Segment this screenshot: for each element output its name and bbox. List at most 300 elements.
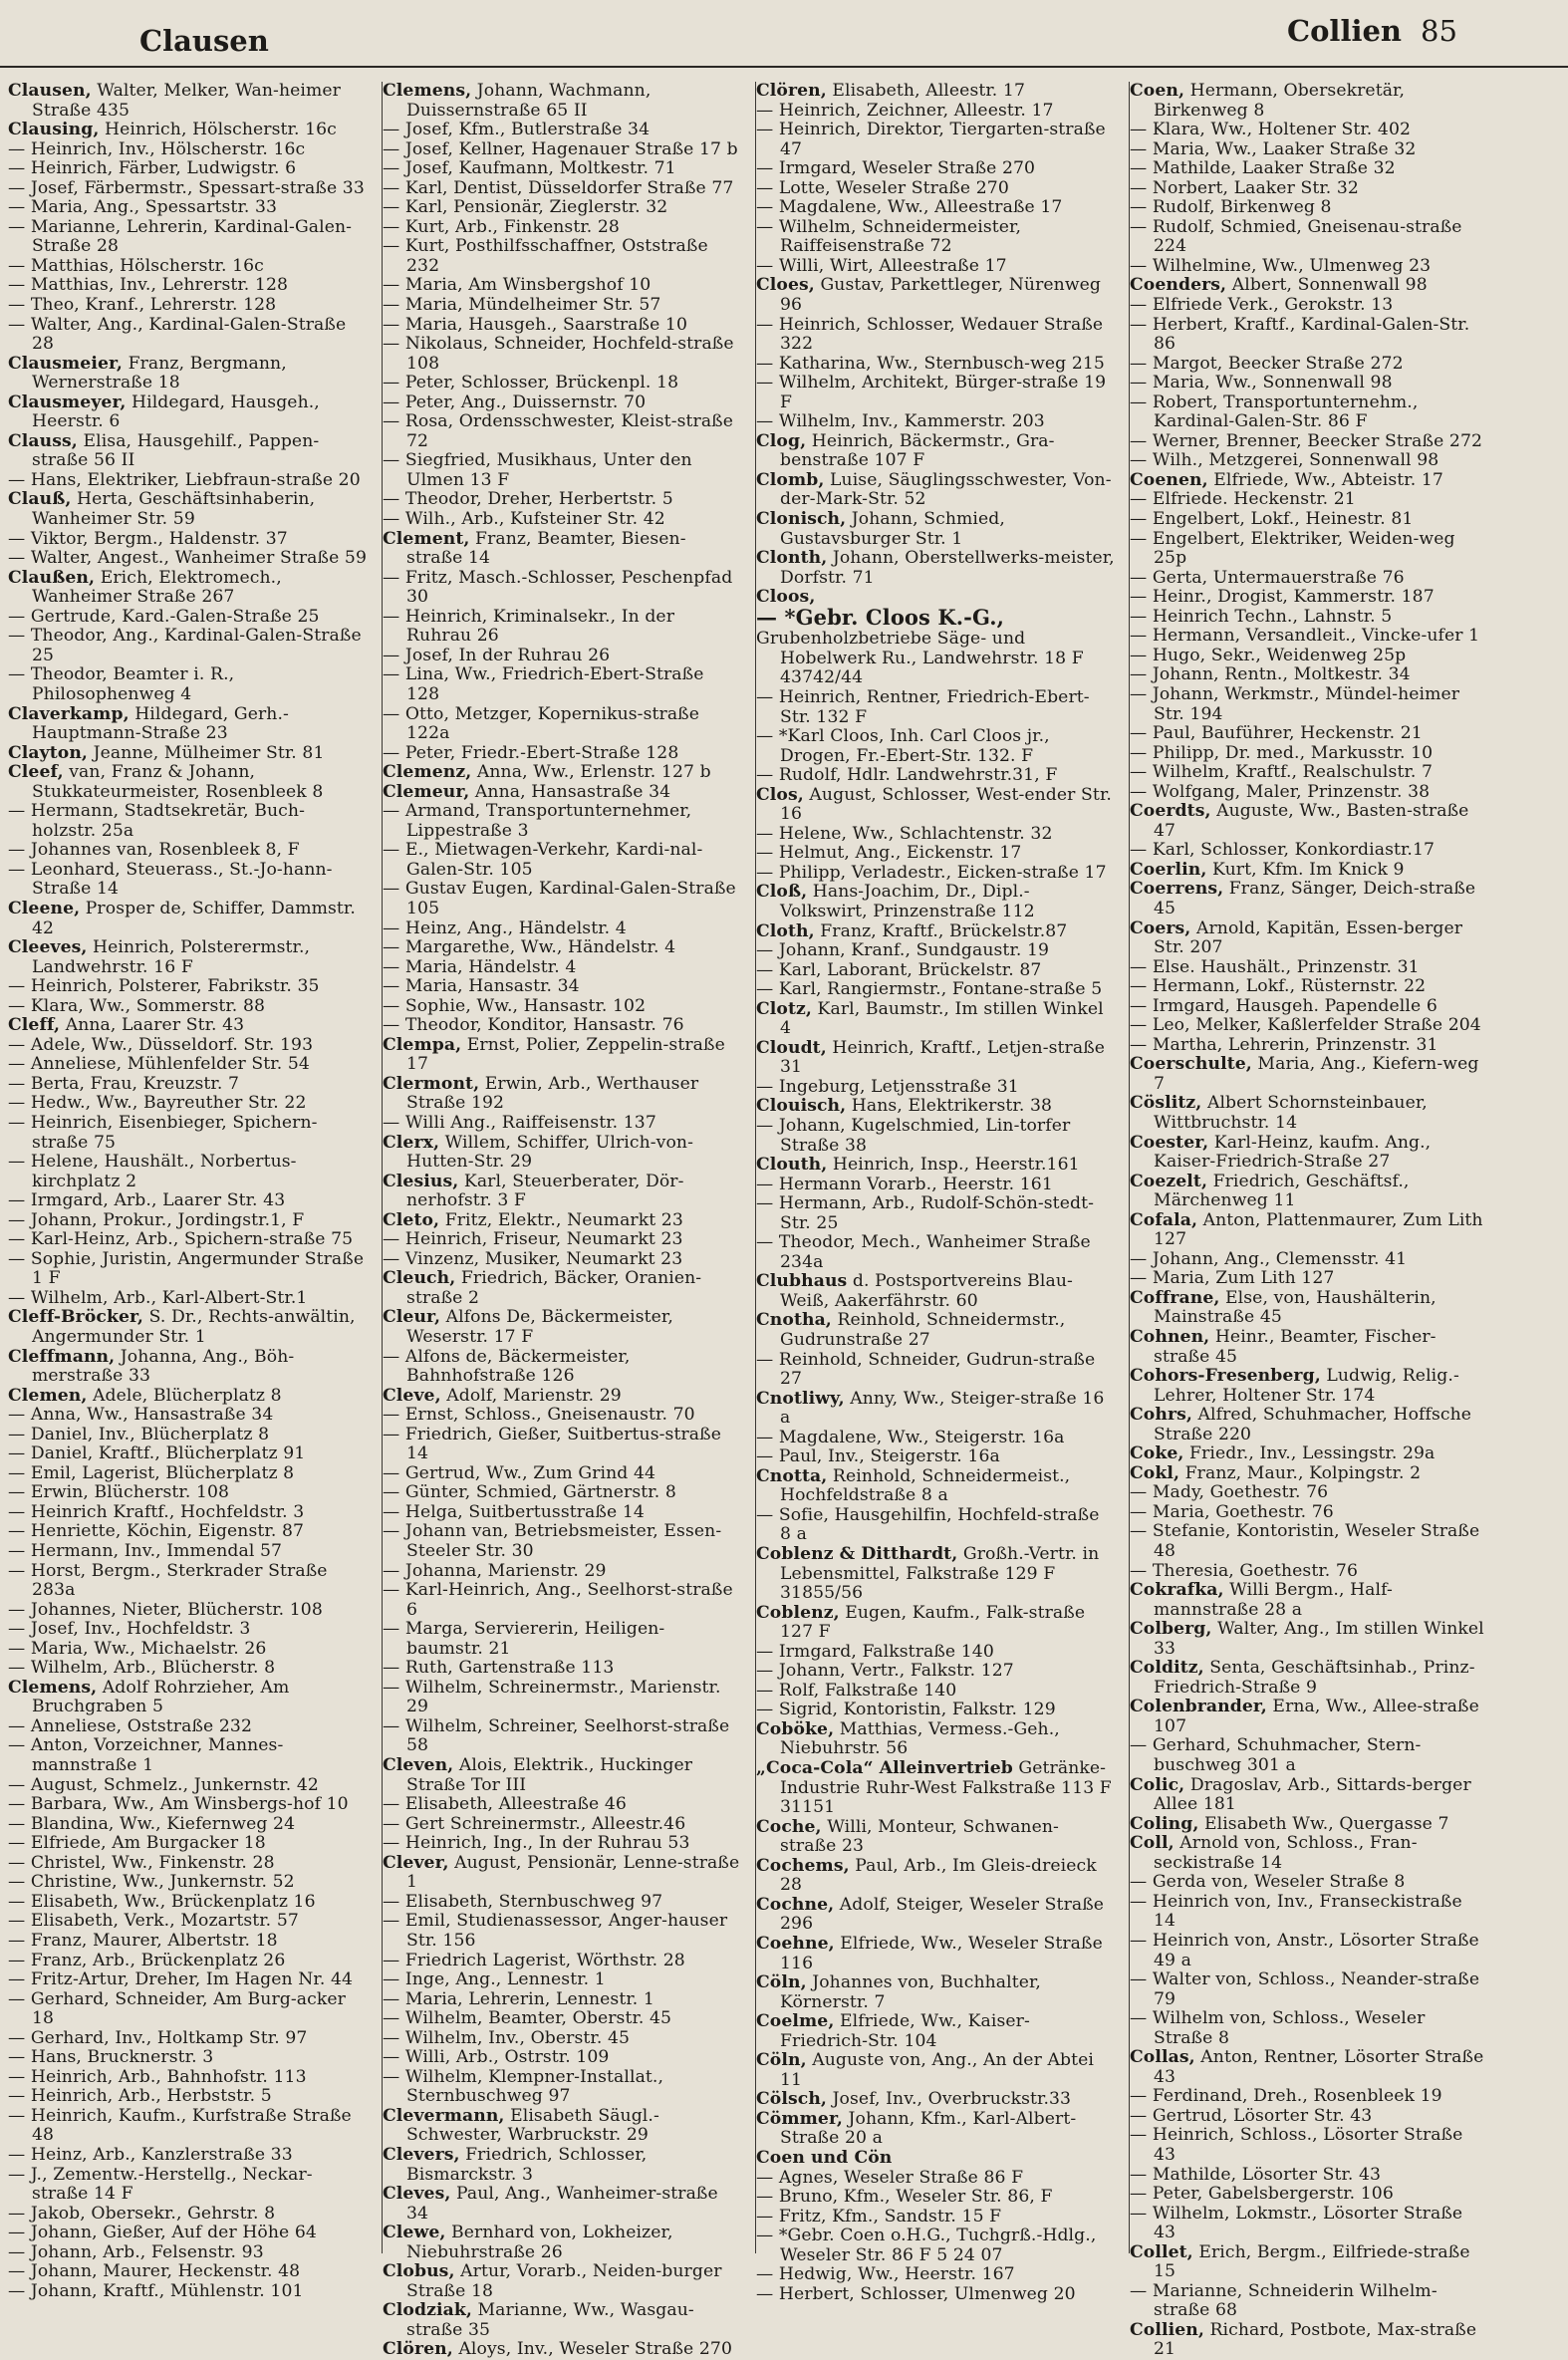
entry-details: — Maria, Goethestr. 76: [1130, 1501, 1334, 1522]
directory-entry: [756, 2188, 1115, 2208]
directory-entry: [8, 1483, 367, 1503]
entry-details: Auguste von, Ang., An der Abtei 11: [780, 2050, 1094, 2090]
directory-entry: [8, 276, 367, 296]
entry-details: Grubenholzbetriebe Säge- und Hobelwerk Ru., Landwehrstr. 18 F 43742/44: [756, 629, 1084, 688]
directory-entry: [8, 471, 367, 491]
entry-details: Fritz, Elektr., Neumarkt 23: [439, 1209, 683, 1230]
entry-surname: Coester,: [1130, 1132, 1209, 1153]
directory-entry: [1130, 296, 1488, 316]
directory-entry: [383, 1581, 741, 1620]
entry-details: — Irmgard, Falkstraße 140: [756, 1641, 994, 1662]
entry-details: — Gertrud, Ww., Zum Grind 44: [383, 1462, 656, 1483]
entry-details: Franz, Sänger, Deich-straße 45: [1154, 879, 1476, 918]
entry-details: — Reinhold, Schneider, Gudrun-straße 27: [756, 1349, 1096, 1390]
entry-details: Heinr., Beamter, Fischer-straße 45: [1154, 1327, 1437, 1367]
directory-entry: [1130, 374, 1488, 393]
entry-details: Walter, Melker, Wan-heimer Straße 435: [32, 81, 341, 121]
entry-details: — Viktor, Bergm., Haldenstr. 37: [8, 528, 288, 549]
entry-details: — Kurt, Posthilfsschaffner, Oststraße 232: [383, 236, 708, 276]
entry-details: — Nikolaus, Schneider, Hochfeld-straße 108: [383, 334, 734, 374]
entry-details: — Herbert, Kraftf., Kardinal-Galen-Str. 86: [1130, 314, 1470, 355]
entry-details: — Armand, Transportunternehmer, Lippestraße 3: [383, 801, 692, 841]
entry-details: — Paul, Bauführer, Heckenstr. 21: [1130, 723, 1423, 744]
entry-surname: Claverkamp,: [8, 703, 130, 724]
entry-details: — Erwin, Blücherstr. 108: [8, 1482, 230, 1503]
entry-surname: Clewe,: [383, 2223, 446, 2243]
entry-details: — Herbert, Schlosser, Ulmenweg 20: [756, 2283, 1076, 2304]
entry-details: Albert Schornsteinbauer, Wittbruchstr. 14: [1154, 1093, 1428, 1133]
entry-details: — Hedw., Ww., Bayreuther Str. 22: [8, 1093, 307, 1114]
entry-surname: Clonisch,: [756, 509, 847, 530]
directory-entry: [1130, 1620, 1488, 1659]
directory-entry: [383, 802, 741, 841]
directory-entry: [756, 786, 1115, 825]
directory-entry: [8, 2048, 367, 2068]
directory-entry: [8, 257, 367, 277]
directory-entry: [1130, 276, 1488, 296]
directory-entry: [1130, 958, 1488, 978]
directory-entry: [8, 900, 367, 938]
directory-entry: [8, 1444, 367, 1464]
directory-entry: [8, 2087, 367, 2107]
directory-entry: [383, 316, 741, 336]
directory-entry: [756, 2227, 1115, 2265]
entry-details: — Else. Haushält., Prinzenstr. 31: [1130, 956, 1420, 977]
entry-details: — Peter, Schlosser, Brückenpl. 18: [383, 373, 679, 393]
entry-details: — Rudolf, Schmied, Gneisenau-straße 224: [1130, 216, 1462, 257]
entry-surname: Cleves,: [383, 2184, 451, 2205]
directory-entry: [8, 1114, 367, 1153]
entry-details: — Siegfried, Musikhaus, Unter den Ulmen 13 F: [383, 450, 692, 490]
entry-details: — Sigrid, Kontoristin, Falkstr. 129: [756, 1700, 1056, 1720]
entry-details: — Walter, Ang., Kardinal-Galen-Straße 28: [8, 314, 347, 355]
entry-details: — Heinrich, Polsterer, Fabrikstr. 35: [8, 976, 320, 997]
directory-entry: [383, 2301, 741, 2340]
directory-entry: [756, 1643, 1115, 1663]
column-4: [1129, 81, 1488, 2360]
entry-surname: Cölsch,: [756, 2089, 827, 2110]
directory-entry: [1130, 1736, 1488, 1775]
directory-entry: [383, 958, 741, 978]
entry-details: — Wilhelm, Beamter, Oberstr. 45: [383, 2008, 672, 2029]
directory-entry: [756, 412, 1115, 432]
directory-entry: [8, 1854, 367, 1874]
entry-details: — Elisabeth, Verk., Mozartstr. 57: [8, 1911, 299, 1932]
entry-surname: Clausmeyer,: [8, 392, 127, 412]
entry-details: Prosper de, Schiffer, Dammstr. 42: [32, 898, 356, 938]
entry-details: — Wilhelm, Lokmstr., Lösorter Straße 43: [1130, 2203, 1463, 2243]
entry-details: Willi, Monteur, Schwanen-straße 23: [780, 1816, 1059, 1857]
directory-entry: [8, 1736, 367, 1775]
entry-details: Elisa, Hausgehilf., Pappen-straße 56 II: [32, 430, 320, 471]
entry-details: — Karl, Dentist, Düsseldorfer Straße 77: [383, 177, 734, 198]
directory-entry: [383, 783, 741, 803]
entry-surname: Clerx,: [383, 1132, 440, 1153]
entry-surname: Cleven,: [383, 1755, 454, 1776]
entry-details: — Stefanie, Kontoristin, Weseler Straße 48: [1130, 1521, 1480, 1562]
entry-details: — Gert Schreinermstr., Alleestr.46: [383, 1813, 686, 1834]
directory-entry: [383, 2146, 741, 2185]
entry-details: Hildegard, Hausgeh., Heerstr. 6: [32, 392, 320, 432]
entry-details: — Heinz, Ang., Händelstr. 4: [383, 918, 627, 938]
entry-surname: Clomb,: [756, 469, 825, 490]
directory-entry: [756, 1117, 1115, 1156]
page-number: 85: [1421, 14, 1457, 48]
directory-entry: [8, 1289, 367, 1309]
entry-details: Johannes von, Buchhalter, Körnerstr. 7: [780, 1972, 1041, 2012]
directory-entry: [8, 1211, 367, 1231]
entry-details: — Helene, Ww., Schlachtenstr. 32: [756, 823, 1053, 844]
entry-details: — Walter von, Schloss., Neander-straße 79: [1130, 1969, 1480, 2009]
directory-entry: [8, 2262, 367, 2282]
entry-details: — Wilhelm, Arb., Blücherstr. 8: [8, 1658, 276, 1679]
entry-details: — Fritz, Kfm., Sandstr. 15 F: [756, 2206, 1002, 2227]
directory-entry: [756, 2051, 1115, 2090]
entry-details: — Hermann, Arb., Rudolf-Schön-stedt-Str. 25: [756, 1193, 1094, 1233]
directory-entry: [383, 335, 741, 374]
entry-details: — Rolf, Falkstraße 140: [756, 1680, 957, 1701]
entry-details: Karl, Steuerberater, Dör-nerhofstr. 3 F: [406, 1171, 684, 1211]
directory-entry: [756, 1039, 1115, 1078]
entry-details: — Hans, Elektriker, Liebfraun-straße 20: [8, 469, 361, 490]
directory-entry: [8, 1679, 367, 1717]
directory-entry: [1130, 1873, 1488, 1893]
directory-entry: [383, 1134, 741, 1173]
entry-details: — Rudolf, Hdlr. Landwehrstr.31, F: [756, 765, 1058, 786]
column-2: [382, 81, 741, 2360]
entry-details: — Maria, Händelstr. 4: [383, 956, 577, 977]
entry-details: — Daniel, Kraftf., Blücherplatz 91: [8, 1443, 306, 1464]
directory-entry: [1130, 121, 1488, 140]
entry-details: Alfred, Schuhmacher, Hoffsche Straße 220: [1154, 1405, 1472, 1444]
directory-entry: [1130, 82, 1488, 121]
entry-surname: Clubhaus: [756, 1271, 848, 1292]
entry-details: — Wilh., Arb., Kufsteiner Str. 42: [383, 509, 665, 530]
directory-entry: [383, 1834, 741, 1854]
directory-entry: [8, 1952, 367, 1971]
directory-entry: [756, 1818, 1115, 1857]
entry-details: — Heinrich, Rentner, Friedrich-Ebert-Str. 132 F: [756, 686, 1090, 727]
entry-details: — J., Zementw.-Herstellg., Neckar-straße 14 F: [8, 2164, 313, 2205]
directory-entry: [756, 604, 1115, 631]
entry-details: — Willi, Arb., Ostrstr. 109: [383, 2047, 610, 2068]
entry-details: — Karl, Laborant, Brückelstr. 87: [756, 959, 1042, 980]
directory-entry: [8, 1153, 367, 1191]
directory-entry: [8, 705, 367, 744]
entry-surname: Coenen,: [1130, 469, 1208, 490]
directory-entry: [1130, 1406, 1488, 1444]
directory-entry: [1130, 1367, 1488, 1406]
directory-entry: [756, 1896, 1115, 1935]
entry-details: — Wilhelm, Inv., Kammerstr. 203: [756, 411, 1045, 432]
entry-details: — Johann, Gießer, Auf der Höhe 64: [8, 2223, 317, 2243]
directory-entry: [8, 1406, 367, 1426]
entry-surname: Cleto,: [383, 1209, 440, 1230]
directory-entry: [1130, 841, 1488, 861]
directory-entry: [383, 198, 741, 218]
entry-details: Friedrich, Geschäftsf., Märchenweg 11: [1154, 1171, 1410, 1211]
entry-details: — Wilh., Metzgerei, Sonnenwall 98: [1130, 450, 1439, 471]
entry-details: — Theodor, Konditor, Hansastr. 76: [383, 1015, 684, 1036]
entry-details: Bernhard von, Lokheizer, Niebuhrstraße 26: [406, 2223, 673, 2262]
entry-details: — Friedrich, Gießer, Suitbertus-straße 14: [383, 1424, 721, 1464]
entry-details: — Heinrich Kraftf., Hochfeldstr. 3: [8, 1501, 305, 1522]
entry-surname: Coll,: [1130, 1833, 1175, 1854]
entry-details: — Ernst, Schloss., Gneisenaustr. 70: [383, 1405, 695, 1426]
directory-entry: [1130, 530, 1488, 569]
directory-entry: [383, 744, 741, 764]
directory-entry: [756, 1429, 1115, 1448]
entry-surname: Cleff,: [8, 1015, 61, 1036]
entry-surname: Clonth,: [756, 548, 828, 569]
directory-entry: [1130, 1522, 1488, 1561]
entry-details: — Wolfgang, Maler, Prinzenstr. 38: [1130, 781, 1431, 802]
entry-details: — Kurt, Arb., Finkenstr. 28: [383, 216, 620, 237]
entry-details: — Wilhelm, Architekt, Bürger-straße 19 F: [756, 373, 1107, 412]
entry-details: Dragoslav, Arb., Sittards-berger Allee 181: [1154, 1774, 1471, 1815]
entry-surname: Colberg,: [1130, 1619, 1212, 1640]
entry-details: — Irmgard, Weseler Straße 270: [756, 158, 1036, 179]
entry-details: — Helmut, Ang., Eickenstr. 17: [756, 843, 1022, 864]
directory-entry: [383, 237, 741, 276]
directory-entry: [8, 1873, 367, 1893]
entry-details: — Franz, Maurer, Albertstr. 18: [8, 1930, 278, 1951]
directory-entry: [383, 569, 741, 608]
directory-entry: [756, 374, 1115, 412]
directory-entry: [8, 1094, 367, 1114]
entry-details: — Heinrich, Schloss., Lösorter Straße 43: [1130, 2125, 1463, 2165]
directory-columns: [8, 81, 1484, 2360]
entry-surname: Collas,: [1130, 2047, 1195, 2068]
entry-details: — Henriette, Köchin, Eigenstr. 87: [8, 1521, 305, 1542]
directory-entry: [1130, 1289, 1488, 1328]
directory-entry: [756, 1545, 1115, 1604]
entry-details: Marianne, Ww., Wasgau-straße 35: [406, 2300, 694, 2340]
directory-entry: [1130, 1815, 1488, 1835]
directory-entry: [8, 2107, 367, 2146]
entry-details: — Johannes, Nieter, Blücherstr. 108: [8, 1599, 323, 1620]
entry-details: Gustav, Parkettleger, Nürenweg 96: [780, 275, 1102, 316]
entry-details: Erich, Bergm., Eilfriede-straße 15: [1154, 2241, 1470, 2282]
directory-entry: [756, 179, 1115, 199]
directory-entry: [756, 1390, 1115, 1429]
entry-details: Anna, Hansastraße 34: [469, 781, 671, 802]
entry-details: — Magdalene, Ww., Steigerstr. 16a: [756, 1427, 1065, 1447]
directory-entry: [756, 864, 1115, 884]
directory-entry: [756, 1447, 1115, 1467]
entry-surname: Coezelt,: [1130, 1171, 1208, 1191]
entry-surname: Coblenz,: [756, 1602, 840, 1623]
directory-entry: [1130, 1173, 1488, 1211]
directory-entry: [8, 140, 367, 160]
entry-details: Johann, Schmied, Gustavsburger Str. 1: [780, 509, 1005, 549]
entry-details: — Marianne, Lehrerin, Kardinal-Galen-Straße 28: [8, 216, 353, 257]
directory-entry: [1130, 198, 1488, 218]
entry-details: — Karl, Schlosser, Konkordiastr.17: [1130, 840, 1436, 861]
entry-details: Franz, Bergmann, Wernerstraße 18: [32, 353, 287, 393]
entry-surname: Clevers,: [383, 2144, 460, 2165]
directory-entry: [8, 2243, 367, 2263]
directory-entry: [1130, 724, 1488, 744]
directory-entry: [383, 1348, 741, 1387]
directory-entry: [383, 1016, 741, 1036]
entry-details: August, Pensionär, Lenne-straße 1: [406, 1852, 740, 1893]
directory-entry: [8, 159, 367, 179]
entry-details: — Gerhard, Inv., Holtkamp Str. 97: [8, 2027, 308, 2048]
directory-entry: [756, 1272, 1115, 1311]
entry-details: — Franz, Arb., Brückenplatz 26: [8, 1950, 286, 1970]
entry-details: Jeanne, Mülheimer Str. 81: [88, 742, 325, 763]
entry-details: — Heinr., Drogist, Kammerstr. 187: [1130, 587, 1435, 608]
entry-details: — E., Mietwagen-Verkehr, Kardi-nal-Galen-Str. 105: [383, 840, 703, 880]
entry-surname: Clemeur,: [383, 781, 470, 802]
entry-details: — Heinrich, Direktor, Tiergarten-straße 47: [756, 120, 1106, 159]
directory-entry: [1130, 977, 1488, 997]
entry-details: — Klara, Ww., Sommerstr. 88: [8, 995, 266, 1016]
directory-entry: [1130, 1016, 1488, 1036]
entry-details: — Gerta, Untermauerstraße 76: [1130, 567, 1405, 588]
entry-details: Heinrich, Insp., Heerstr.161: [827, 1155, 1080, 1176]
entry-details: van, Franz & Johann, Stukkateurmeister, Rosenbleek 8: [32, 762, 324, 802]
entry-surname: Coenders,: [1130, 275, 1227, 296]
entry-details: — Rudolf, Birkenweg 8: [1130, 197, 1332, 218]
entry-details: — Karl-Heinz, Arb., Spichern-straße 75: [8, 1229, 354, 1250]
entry-details: Elisabeth, Alleestr. 17: [826, 81, 1025, 101]
entry-details: — Elisabeth, Ww., Brückenplatz 16: [8, 1891, 316, 1912]
entry-surname: Cleve,: [383, 1385, 441, 1406]
entry-details: — Wilhelmine, Ww., Ulmenweg 23: [1130, 255, 1432, 276]
entry-surname: Coen und Cön: [756, 2147, 893, 2168]
entry-surname: Coböke,: [756, 1718, 835, 1739]
entry-details: Johann, Wachmann, Duissernstraße 65 II: [406, 81, 652, 121]
directory-entry: [1130, 997, 1488, 1017]
entry-details: Maria, Ang., Kiefern-weg 7: [1154, 1054, 1479, 1094]
directory-entry: [756, 1604, 1115, 1643]
directory-entry: [1130, 393, 1488, 432]
directory-entry: [383, 2068, 741, 2107]
entry-details: — Paul, Inv., Steigerstr. 16a: [756, 1446, 1000, 1467]
directory-entry: [1130, 1094, 1488, 1133]
entry-details: — Maria, Am Winsbergshof 10: [383, 275, 652, 296]
directory-entry: [383, 1464, 741, 1484]
entry-details: — Gustav Eugen, Kardinal-Galen-Straße 105: [383, 879, 736, 918]
directory-entry: [383, 1562, 741, 1582]
entry-details: — Maria, Ww., Michaelstr. 26: [8, 1638, 267, 1659]
entry-details: — Willi Ang., Raiffeisenstr. 137: [383, 1112, 656, 1133]
entry-surname: Cnotliwy,: [756, 1388, 845, 1409]
directory-entry: [1130, 140, 1488, 160]
directory-entry: [8, 490, 367, 529]
directory-entry: [383, 1503, 741, 1523]
directory-entry: [1130, 1269, 1488, 1289]
entry-details: — Gertrud, Lösorter Str. 43: [1130, 2105, 1373, 2126]
entry-details: — Irmgard, Hausgeh. Papendelle 6: [1130, 995, 1437, 1016]
directory-entry: [8, 1620, 367, 1640]
entry-details: — Hedwig, Ww., Heerstr. 167: [756, 2264, 1015, 2285]
entry-details: Franz, Beamter, Biesen-straße 14: [406, 528, 686, 569]
entry-details: — Heinrich, Färber, Ludwigstr. 6: [8, 158, 297, 179]
directory-entry: [8, 1776, 367, 1796]
directory-entry: [1130, 1970, 1488, 2009]
entry-details: — Gerhard, Schuhmacher, Stern-buschweg 301 a: [1130, 1735, 1422, 1776]
directory-entry: [756, 1156, 1115, 1176]
entry-details: Ernst, Polier, Zeppelin-straße 17: [406, 1034, 725, 1075]
directory-entry: [383, 121, 741, 140]
entry-surname: Clauss,: [8, 430, 78, 451]
entry-details: — Philipp, Dr. med., Markusstr. 10: [1130, 742, 1434, 763]
entry-details: — Josef, Kaufmann, Moltkestr. 71: [383, 158, 676, 179]
entry-details: Senta, Geschäftsinhab., Prinz-Friedrich-Straße 9: [1154, 1658, 1475, 1698]
directory-entry: [383, 490, 741, 510]
directory-entry: [383, 451, 741, 490]
directory-entry: [756, 82, 1115, 102]
entry-details: — Mathilde, Laaker Straße 32: [1130, 158, 1396, 179]
entry-details: — Elfriede, Am Burgacker 18: [8, 1833, 266, 1854]
directory-entry: [756, 1682, 1115, 1702]
entry-details: Reinhold, Schneidermstr., Gudrunstraße 27: [780, 1310, 1066, 1350]
directory-entry: [756, 121, 1115, 159]
entry-surname: Coblenz & Ditthardt,: [756, 1544, 958, 1565]
directory-entry: [383, 1970, 741, 1990]
directory-entry: [756, 727, 1115, 766]
entry-details: S. Dr., Rechts-anwältin, Angermunder Str. 1: [32, 1307, 356, 1347]
entry-details: Heinrich, Kraftf., Letjen-straße 31: [780, 1037, 1106, 1078]
entry-details: — Daniel, Inv., Blücherplatz 8: [8, 1424, 270, 1444]
directory-entry: [756, 1097, 1115, 1117]
entry-details: Hans, Elektrikerstr. 38: [846, 1096, 1053, 1117]
entry-surname: Coling,: [1130, 1813, 1199, 1834]
directory-entry: [383, 1426, 741, 1464]
entry-details: — Magdalene, Ww., Alleestraße 17: [756, 197, 1063, 218]
entry-details: — Maria, Hausgeh., Saarstraße 10: [383, 314, 688, 335]
entry-details: — Wilhelm, Kraftf., Realschulstr. 7: [1130, 762, 1434, 783]
entry-details: — Heinrich, Kriminalsekr., In der Ruhrau 26: [383, 606, 675, 647]
entry-surname: Cohrs,: [1130, 1405, 1192, 1426]
directory-entry: [756, 941, 1115, 961]
directory-entry: [8, 1815, 367, 1835]
directory-entry: [383, 705, 741, 744]
directory-entry: [8, 121, 367, 140]
directory-entry: [383, 2048, 741, 2068]
directory-entry: [383, 393, 741, 413]
directory-entry: [1130, 861, 1488, 881]
directory-entry: [8, 1503, 367, 1523]
directory-entry: [1130, 2009, 1488, 2048]
directory-entry: [756, 2149, 1115, 2169]
directory-entry: [383, 1795, 741, 1815]
entry-details: — Heinrich, Arb., Herbststr. 5: [8, 2086, 272, 2107]
directory-entry: [1130, 1659, 1488, 1698]
entry-details: — Wilhelm, Klempner-Installat., Sternbuschweg 97: [383, 2066, 664, 2107]
directory-entry: [8, 1016, 367, 1036]
directory-entry: [8, 938, 367, 977]
directory-entry: [756, 218, 1115, 257]
directory-entry: [8, 1834, 367, 1854]
entry-surname: Cochne,: [756, 1894, 835, 1915]
directory-entry: [756, 922, 1115, 942]
directory-entry: [756, 471, 1115, 510]
entry-details: — Irmgard, Arb., Laarer Str. 43: [8, 1190, 286, 1211]
entry-details: — Heinrich Techn., Lahnstr. 5: [1130, 606, 1393, 627]
directory-entry: [8, 82, 367, 121]
entry-surname: Cleef,: [8, 762, 64, 783]
directory-entry: [8, 1717, 367, 1737]
entry-details: Paul, Ang., Wanheimer-straße 34: [406, 2184, 718, 2224]
entry-details: — Agnes, Weseler Straße 86 F: [756, 2167, 1024, 2188]
directory-entry: [756, 1194, 1115, 1233]
entry-surname: Clauß,: [8, 489, 72, 510]
entry-surname: Clog,: [756, 430, 807, 451]
